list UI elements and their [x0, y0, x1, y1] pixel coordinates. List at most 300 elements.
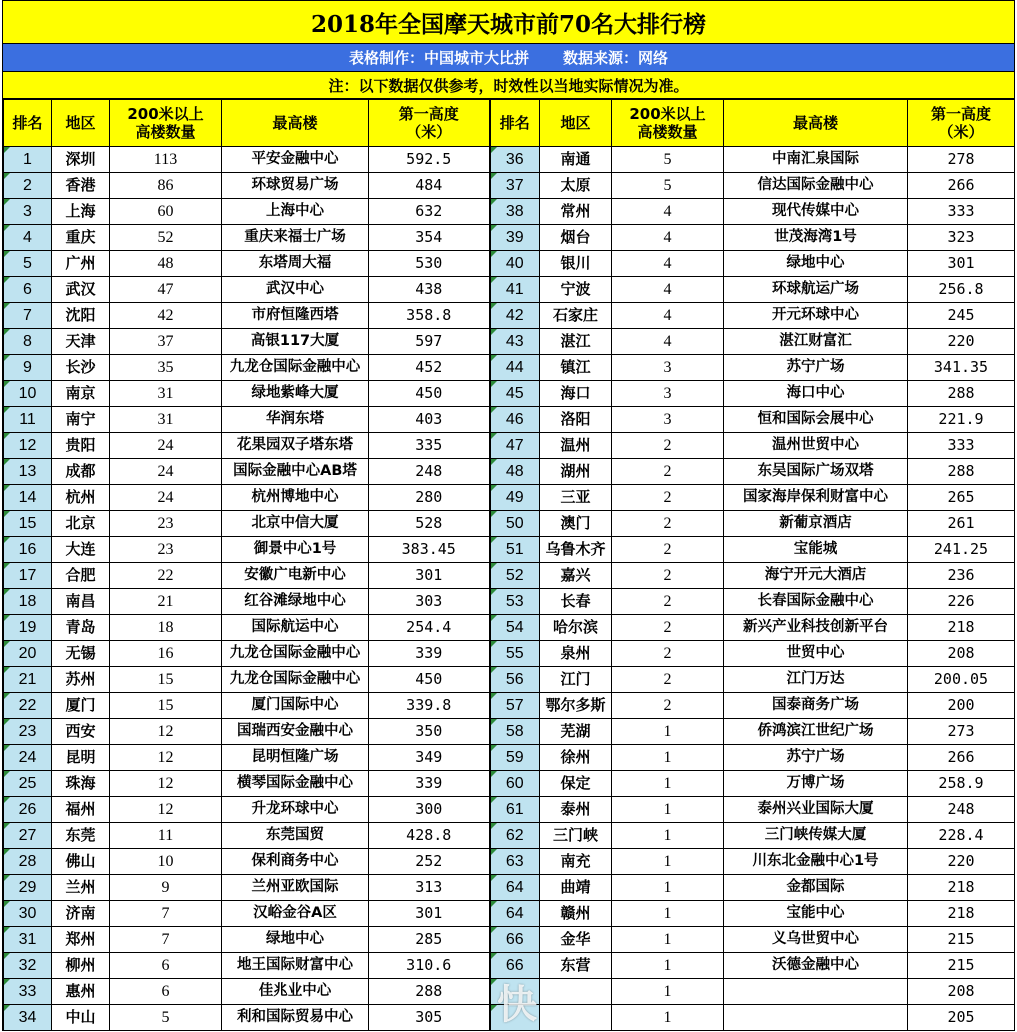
- rank-cell: 52: [490, 563, 540, 589]
- building-cell: 安徽广电新中心: [222, 563, 369, 589]
- rank-cell: 5: [4, 251, 52, 277]
- count-cell: 4: [612, 199, 724, 225]
- building-cell: 海宁开元大酒店: [724, 563, 908, 589]
- made-by-text: 表格制作：中国城市大比拼: [348, 49, 529, 67]
- count-cell: 12: [110, 745, 222, 771]
- count-cell: 4: [612, 277, 724, 303]
- rank-cell: 24: [4, 745, 52, 771]
- table-row: [4, 537, 1015, 563]
- height-cell: 313: [369, 875, 490, 901]
- height-cell: 428.8: [369, 823, 490, 849]
- rank-cell: 31: [4, 927, 52, 953]
- rank-cell: 9: [4, 355, 52, 381]
- region-cell: 海口: [540, 381, 612, 407]
- region-cell: [540, 979, 612, 1005]
- rank-cell: 55: [490, 641, 540, 667]
- table-row: [4, 563, 1015, 589]
- height-cell: 592.5: [369, 147, 490, 173]
- table-row: [4, 641, 1015, 667]
- count-cell: 1: [612, 927, 724, 953]
- height-cell: 305: [369, 1005, 490, 1031]
- header-rank: 排名: [490, 100, 540, 147]
- region-cell: 太原: [540, 173, 612, 199]
- region-cell: 泰州: [540, 797, 612, 823]
- building-cell: 东塔周大福: [222, 251, 369, 277]
- count-cell: 9: [110, 875, 222, 901]
- count-cell: 11: [110, 823, 222, 849]
- count-cell: 31: [110, 407, 222, 433]
- building-cell: 信达国际金融中心: [724, 173, 908, 199]
- rank-cell: 20: [4, 641, 52, 667]
- count-cell: 113: [110, 147, 222, 173]
- rank-cell: 61: [490, 797, 540, 823]
- height-cell: 256.8: [908, 277, 1015, 303]
- building-cell: 平安金融中心: [222, 147, 369, 173]
- count-cell: 3: [612, 407, 724, 433]
- height-cell: 303: [369, 589, 490, 615]
- building-cell: 利和国际贸易中心: [222, 1005, 369, 1031]
- rank-cell: 30: [4, 901, 52, 927]
- table-row: [4, 745, 1015, 771]
- building-cell: 宝能中心: [724, 901, 908, 927]
- rank-cell: 53: [490, 589, 540, 615]
- building-cell: 高银117大厦: [222, 329, 369, 355]
- rank-cell: 25: [4, 771, 52, 797]
- height-cell: 265: [908, 485, 1015, 511]
- table-row: [4, 199, 1015, 225]
- count-cell: 18: [110, 615, 222, 641]
- count-cell: 4: [612, 329, 724, 355]
- rank-cell: 21: [4, 667, 52, 693]
- building-cell: 沃德金融中心: [724, 953, 908, 979]
- height-cell: 220: [908, 849, 1015, 875]
- region-cell: 澳门: [540, 511, 612, 537]
- region-cell: 泉州: [540, 641, 612, 667]
- rank-cell: 62: [490, 823, 540, 849]
- header-count: 200米以上 高楼数量: [612, 100, 724, 147]
- rank-cell: 39: [490, 225, 540, 251]
- building-cell: 市府恒隆西塔: [222, 303, 369, 329]
- height-cell: 333: [908, 199, 1015, 225]
- table-row: [4, 719, 1015, 745]
- height-cell: 266: [908, 745, 1015, 771]
- region-cell: 常州: [540, 199, 612, 225]
- table-row: [4, 823, 1015, 849]
- count-cell: 23: [110, 537, 222, 563]
- building-cell: 横琴国际金融中心: [222, 771, 369, 797]
- building-cell: 三门峡传媒大厦: [724, 823, 908, 849]
- height-cell: 228.4: [908, 823, 1015, 849]
- height-cell: 252: [369, 849, 490, 875]
- rank-cell: 42: [490, 303, 540, 329]
- credit-banner: [3, 44, 1014, 72]
- building-cell: [724, 979, 908, 1005]
- building-cell: 世茂海湾1号: [724, 225, 908, 251]
- region-cell: 乌鲁木齐: [540, 537, 612, 563]
- region-cell: 金华: [540, 927, 612, 953]
- height-cell: 450: [369, 381, 490, 407]
- rank-cell: 48: [490, 459, 540, 485]
- building-cell: 恒和国际会展中心: [724, 407, 908, 433]
- height-cell: 301: [908, 251, 1015, 277]
- region-cell: 天津: [52, 329, 110, 355]
- region-cell: 保定: [540, 771, 612, 797]
- region-cell: 贵阳: [52, 433, 110, 459]
- header-count: 200米以上 高楼数量: [110, 100, 222, 147]
- table-row: [4, 693, 1015, 719]
- count-cell: 22: [110, 563, 222, 589]
- rank-cell: 2: [4, 173, 52, 199]
- height-cell: 528: [369, 511, 490, 537]
- rank-cell: 64: [490, 901, 540, 927]
- region-cell: 宁波: [540, 277, 612, 303]
- height-cell: 218: [908, 875, 1015, 901]
- building-cell: 长春国际金融中心: [724, 589, 908, 615]
- count-cell: 4: [612, 225, 724, 251]
- height-cell: 266: [908, 173, 1015, 199]
- table-row: [4, 1005, 1015, 1031]
- rank-cell: 4: [4, 225, 52, 251]
- rank-cell: 57: [490, 693, 540, 719]
- rank-cell: 26: [4, 797, 52, 823]
- rank-cell: 43: [490, 329, 540, 355]
- height-cell: 241.25: [908, 537, 1015, 563]
- region-cell: 江门: [540, 667, 612, 693]
- data-source-text: 数据来源：网络: [563, 49, 669, 67]
- building-cell: 国家海岸保利财富中心: [724, 485, 908, 511]
- building-cell: 厦门国际中心: [222, 693, 369, 719]
- region-cell: 苏州: [52, 667, 110, 693]
- count-cell: 2: [612, 563, 724, 589]
- count-cell: 15: [110, 667, 222, 693]
- count-cell: 12: [110, 771, 222, 797]
- height-cell: 200: [908, 693, 1015, 719]
- table-row: [4, 901, 1015, 927]
- watermark: 快: [497, 982, 539, 1028]
- count-cell: 12: [110, 719, 222, 745]
- building-cell: 环球贸易广场: [222, 173, 369, 199]
- count-cell: 1: [612, 745, 724, 771]
- building-cell: 华润东塔: [222, 407, 369, 433]
- rank-cell: 15: [4, 511, 52, 537]
- height-cell: 350: [369, 719, 490, 745]
- building-cell: 杭州博地中心: [222, 485, 369, 511]
- rank-cell: 3: [4, 199, 52, 225]
- page-title: 2018年全国摩天城市前70名大排行榜: [3, 0, 1014, 44]
- region-cell: 南通: [540, 147, 612, 173]
- table-row: [4, 875, 1015, 901]
- building-cell: 江门万达: [724, 667, 908, 693]
- rank-cell: 14: [4, 485, 52, 511]
- table-row: [4, 797, 1015, 823]
- count-cell: 35: [110, 355, 222, 381]
- region-cell: 杭州: [52, 485, 110, 511]
- height-cell: 341.35: [908, 355, 1015, 381]
- region-cell: 上海: [52, 199, 110, 225]
- height-cell: 215: [908, 953, 1015, 979]
- height-cell: 221.9: [908, 407, 1015, 433]
- region-cell: 三门峡: [540, 823, 612, 849]
- building-cell: 川东北金融中心1号: [724, 849, 908, 875]
- height-cell: 403: [369, 407, 490, 433]
- height-cell: 288: [908, 381, 1015, 407]
- count-cell: 2: [612, 537, 724, 563]
- building-cell: 现代传媒中心: [724, 199, 908, 225]
- region-cell: 曲靖: [540, 875, 612, 901]
- count-cell: 31: [110, 381, 222, 407]
- height-cell: 280: [369, 485, 490, 511]
- building-cell: 御景中心1号: [222, 537, 369, 563]
- region-cell: 合肥: [52, 563, 110, 589]
- height-cell: 339: [369, 641, 490, 667]
- rank-cell: 13: [4, 459, 52, 485]
- height-cell: 245: [908, 303, 1015, 329]
- count-cell: 7: [110, 901, 222, 927]
- region-cell: 福州: [52, 797, 110, 823]
- region-cell: 珠海: [52, 771, 110, 797]
- region-cell: 西安: [52, 719, 110, 745]
- height-cell: 452: [369, 355, 490, 381]
- rank-cell: 29: [4, 875, 52, 901]
- rank-cell: 59: [490, 745, 540, 771]
- rank-cell: 49: [490, 485, 540, 511]
- building-cell: 国瑞西安金融中心: [222, 719, 369, 745]
- height-cell: 597: [369, 329, 490, 355]
- table-row: [4, 589, 1015, 615]
- region-cell: 北京: [52, 511, 110, 537]
- building-cell: 泰州兴业国际大厦: [724, 797, 908, 823]
- region-cell: 青岛: [52, 615, 110, 641]
- header-rank: 排名: [4, 100, 52, 147]
- region-cell: 温州: [540, 433, 612, 459]
- region-cell: 武汉: [52, 277, 110, 303]
- region-cell: 鄂尔多斯: [540, 693, 612, 719]
- rank-cell: 11: [4, 407, 52, 433]
- height-cell: 323: [908, 225, 1015, 251]
- building-cell: 开元环球中心: [724, 303, 908, 329]
- region-cell: 三亚: [540, 485, 612, 511]
- table-row: [4, 849, 1015, 875]
- height-cell: 248: [908, 797, 1015, 823]
- rank-cell: 8: [4, 329, 52, 355]
- count-cell: 1: [612, 1005, 724, 1031]
- building-cell: 国际金融中心AB塔: [222, 459, 369, 485]
- building-cell: 国际航运中心: [222, 615, 369, 641]
- height-cell: 288: [369, 979, 490, 1005]
- region-cell: 深圳: [52, 147, 110, 173]
- count-cell: 1: [612, 901, 724, 927]
- header-row: [4, 100, 1015, 147]
- rank-cell: 41: [490, 277, 540, 303]
- height-cell: 218: [908, 615, 1015, 641]
- region-cell: 南京: [52, 381, 110, 407]
- region-cell: 赣州: [540, 901, 612, 927]
- rank-cell: 66: [490, 927, 540, 953]
- height-cell: 450: [369, 667, 490, 693]
- rank-cell: 45: [490, 381, 540, 407]
- table-row: [4, 303, 1015, 329]
- building-cell: 东莞国贸: [222, 823, 369, 849]
- height-cell: 300: [369, 797, 490, 823]
- building-cell: 绿地中心: [222, 927, 369, 953]
- rank-cell: 18: [4, 589, 52, 615]
- count-cell: 4: [612, 251, 724, 277]
- rank-cell: 63: [490, 849, 540, 875]
- table-row: [4, 433, 1015, 459]
- count-cell: 2: [612, 485, 724, 511]
- header-tallest: 最高楼: [222, 100, 369, 147]
- building-cell: 北京中信大厦: [222, 511, 369, 537]
- count-cell: 12: [110, 797, 222, 823]
- count-cell: 6: [110, 979, 222, 1005]
- height-cell: 339: [369, 771, 490, 797]
- height-cell: 288: [908, 459, 1015, 485]
- count-cell: 1: [612, 797, 724, 823]
- height-cell: 335: [369, 433, 490, 459]
- height-cell: 208: [908, 979, 1015, 1005]
- region-cell: 成都: [52, 459, 110, 485]
- rank-cell: 38: [490, 199, 540, 225]
- ranking-table: [3, 99, 1015, 1031]
- region-cell: 哈尔滨: [540, 615, 612, 641]
- count-cell: 2: [612, 459, 724, 485]
- building-cell: 万博广场: [724, 771, 908, 797]
- region-cell: 兰州: [52, 875, 110, 901]
- count-cell: 2: [612, 641, 724, 667]
- rank-cell: 54: [490, 615, 540, 641]
- height-cell: 310.6: [369, 953, 490, 979]
- region-cell: 柳州: [52, 953, 110, 979]
- count-cell: 5: [612, 173, 724, 199]
- building-cell: 重庆来福士广场: [222, 225, 369, 251]
- height-cell: 236: [908, 563, 1015, 589]
- rank-cell: 44: [490, 355, 540, 381]
- table-row: [4, 953, 1015, 979]
- region-cell: 嘉兴: [540, 563, 612, 589]
- ranking-sheet: [2, 0, 1015, 1031]
- count-cell: 23: [110, 511, 222, 537]
- rank-cell: 23: [4, 719, 52, 745]
- building-cell: 环球航运广场: [724, 277, 908, 303]
- rank-cell: 1: [4, 147, 52, 173]
- rank-cell: 47: [490, 433, 540, 459]
- building-cell: 绿地紫峰大厦: [222, 381, 369, 407]
- building-cell: 义乌世贸中心: [724, 927, 908, 953]
- building-cell: 侨鸿滨江世纪广场: [724, 719, 908, 745]
- building-cell: 世贸中心: [724, 641, 908, 667]
- building-cell: [724, 1005, 908, 1031]
- height-cell: 248: [369, 459, 490, 485]
- rank-cell: 32: [4, 953, 52, 979]
- count-cell: 5: [612, 147, 724, 173]
- building-cell: 东吴国际广场双塔: [724, 459, 908, 485]
- header-height: 第一高度 （米）: [908, 100, 1015, 147]
- count-cell: 42: [110, 303, 222, 329]
- region-cell: 南昌: [52, 589, 110, 615]
- height-cell: 205: [908, 1005, 1015, 1031]
- region-cell: 徐州: [540, 745, 612, 771]
- count-cell: 15: [110, 693, 222, 719]
- count-cell: 37: [110, 329, 222, 355]
- rank-cell: 36: [490, 147, 540, 173]
- count-cell: 47: [110, 277, 222, 303]
- rank-cell: 60: [490, 771, 540, 797]
- building-cell: 绿地中心: [724, 251, 908, 277]
- count-cell: 48: [110, 251, 222, 277]
- count-cell: 3: [612, 355, 724, 381]
- table-row: [4, 459, 1015, 485]
- height-cell: 226: [908, 589, 1015, 615]
- header-region: 地区: [52, 100, 110, 147]
- height-cell: 208: [908, 641, 1015, 667]
- region-cell: 南充: [540, 849, 612, 875]
- count-cell: 1: [612, 823, 724, 849]
- region-cell: 郑州: [52, 927, 110, 953]
- table-row: [4, 485, 1015, 511]
- region-cell: 东营: [540, 953, 612, 979]
- table-row: [4, 251, 1015, 277]
- building-cell: 上海中心: [222, 199, 369, 225]
- building-cell: 九龙仓国际金融中心: [222, 641, 369, 667]
- region-cell: 大连: [52, 537, 110, 563]
- table-row: [4, 667, 1015, 693]
- region-cell: 烟台: [540, 225, 612, 251]
- rank-cell: 7: [4, 303, 52, 329]
- count-cell: 4: [612, 303, 724, 329]
- region-cell: 镇江: [540, 355, 612, 381]
- rank-cell: 46: [490, 407, 540, 433]
- building-cell: 温州世贸中心: [724, 433, 908, 459]
- rank-cell: 64: [490, 875, 540, 901]
- height-cell: 301: [369, 563, 490, 589]
- rank-cell: [490, 1005, 540, 1031]
- height-cell: 632: [369, 199, 490, 225]
- height-cell: 358.8: [369, 303, 490, 329]
- building-cell: 佳兆业中心: [222, 979, 369, 1005]
- height-cell: 215: [908, 927, 1015, 953]
- rank-cell: 6: [4, 277, 52, 303]
- height-cell: 354: [369, 225, 490, 251]
- region-cell: 长春: [540, 589, 612, 615]
- table-row: [4, 147, 1015, 173]
- region-cell: 惠州: [52, 979, 110, 1005]
- building-cell: 汉峪金谷A区: [222, 901, 369, 927]
- region-cell: 洛阳: [540, 407, 612, 433]
- rank-cell: 40: [490, 251, 540, 277]
- count-cell: 10: [110, 849, 222, 875]
- height-cell: 301: [369, 901, 490, 927]
- count-cell: 86: [110, 173, 222, 199]
- building-cell: 花果园双子塔东塔: [222, 433, 369, 459]
- rank-cell: 19: [4, 615, 52, 641]
- region-cell: 佛山: [52, 849, 110, 875]
- region-cell: 湛江: [540, 329, 612, 355]
- region-cell: 重庆: [52, 225, 110, 251]
- count-cell: 3: [612, 381, 724, 407]
- region-cell: 芜湖: [540, 719, 612, 745]
- count-cell: 1: [612, 979, 724, 1005]
- region-cell: [540, 1005, 612, 1031]
- region-cell: 昆明: [52, 745, 110, 771]
- table-row: [4, 355, 1015, 381]
- region-cell: 东莞: [52, 823, 110, 849]
- region-cell: 中山: [52, 1005, 110, 1031]
- region-cell: 广州: [52, 251, 110, 277]
- count-cell: 1: [612, 719, 724, 745]
- building-cell: 海口中心: [724, 381, 908, 407]
- region-cell: 南宁: [52, 407, 110, 433]
- rank-cell: [490, 979, 540, 1005]
